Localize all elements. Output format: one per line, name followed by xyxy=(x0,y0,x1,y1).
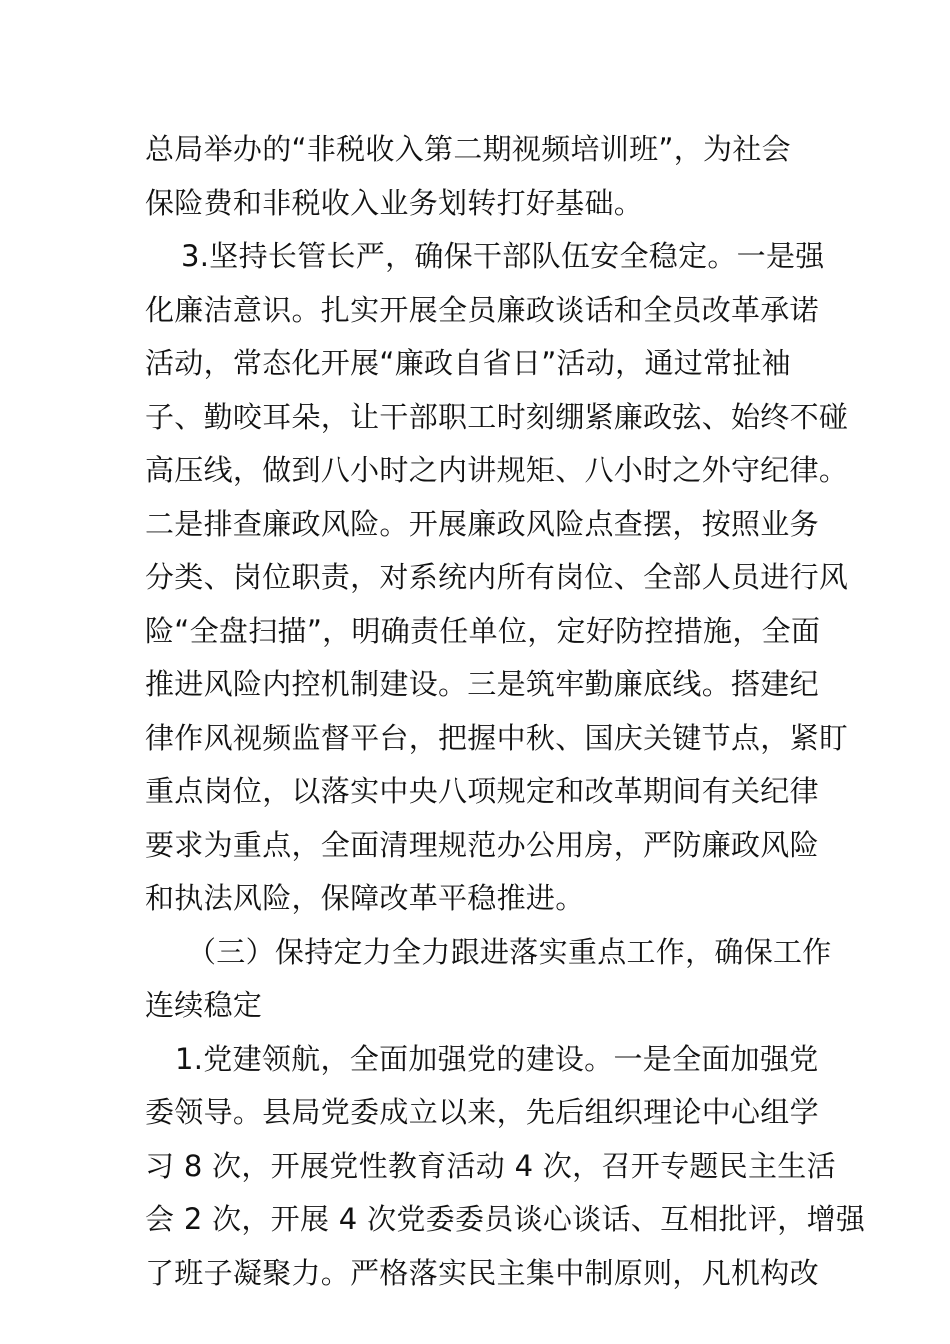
text-line: 分类、岗位职责，对系统内所有岗位、全部人员进行风 xyxy=(145,560,849,594)
text-line: 习 8 次，开展党性教育活动 4 次，召开专题民主生活 xyxy=(145,1148,836,1183)
section-heading-line: （三）保持定力全力跟进落实重点工作，确保工作 xyxy=(187,934,832,969)
section-heading-line: 3.坚持长管长严，确保干部队伍安全稳定。一是强 xyxy=(181,239,825,273)
text-line: 保险费和非税收入业务划转打好基础。 xyxy=(145,185,644,220)
text-line: 要求为重点，全面清理规范办公用房，严防廉政风险 xyxy=(145,827,819,862)
text-line: 总局举办的“非税收入第二期视频培训班”，为社会 xyxy=(145,132,791,166)
text-line: 和执法风险，保障改革平稳推进。 xyxy=(145,881,585,915)
text-line: 了班子凝聚力。严格落实民主集中制原则，凡机构改 xyxy=(145,1255,819,1290)
text-line: 高压线，做到八小时之内讲规矩、八小时之外守纪律。 xyxy=(145,453,849,487)
text-line: 重点岗位，以落实中央八项规定和改革期间有关纪律 xyxy=(145,774,819,808)
text-line: 险“全盘扫描”，明确责任单位，定好防控措施，全面 xyxy=(145,613,821,648)
section-heading-line: 1.党建领航，全面加强党的建设。一是全面加强党 xyxy=(175,1041,819,1076)
text-line: 子、勤咬耳朵，让干部职工时刻绷紧廉政弦、始终不碰 xyxy=(145,399,849,434)
text-line: 活动，常态化开展“廉政自省日”活动，通过常扯袖 xyxy=(145,346,791,380)
text-line: 推进风险内控机制建设。三是筑牢勤廉底线。搭建纪 xyxy=(145,667,819,701)
text-line: 律作风视频监督平台，把握中秋、国庆关键节点，紧盯 xyxy=(145,720,849,755)
section-heading-line: 连续稳定 xyxy=(145,988,263,1022)
text-line: 化廉洁意识。扎实开展全员廉政谈话和全员改革承诺 xyxy=(145,292,819,327)
text-line: 委领导。县局党委成立以来，先后组织理论中心组学 xyxy=(145,1095,819,1129)
text-line: 会 2 次，开展 4 次党委委员谈心谈话、互相批评，增强 xyxy=(145,1202,866,1236)
document-body xyxy=(145,123,866,1300)
text-line: 二是排查廉政风险。开展廉政风险点查摆，按照业务 xyxy=(145,506,819,541)
